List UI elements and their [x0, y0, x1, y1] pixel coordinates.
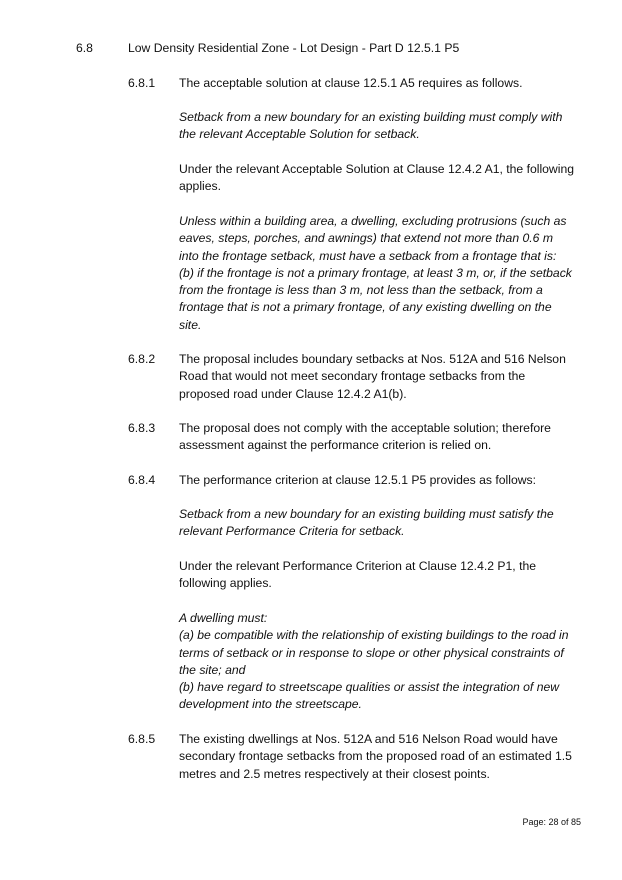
text-line: The existing dwellings at Nos. 512A and 516 Nelson Road would have — [179, 732, 558, 746]
text-line: proposed road under Clause 12.4.2 A1(b). — [179, 386, 407, 401]
page-number: Page: 28 of 85 — [522, 817, 581, 827]
quote-block — [179, 213, 589, 334]
text-line: metres and 2.5 metres respectively at their closest points. — [179, 766, 490, 781]
quote-line: A dwelling must: — [179, 611, 268, 625]
text-line: Road that would not meet secondary frontage setbacks from the — [179, 369, 526, 384]
quote-line: eaves, steps, porches, and awnings) that extend not more than 0.6 m — [179, 231, 553, 246]
intro-block — [179, 558, 589, 593]
quote-line: the site; and — [179, 662, 246, 677]
item-number: 6.8.5 — [128, 732, 156, 746]
intro-block — [179, 161, 589, 196]
intro-line: Under the relevant Acceptable Solution at Clause 12.4.2 A1, the following — [179, 162, 574, 176]
quote-line: relevant Performance Criteria for setback. — [179, 524, 405, 539]
text-line: The proposal includes boundary setbacks at Nos. 512A and 516 Nelson — [179, 352, 566, 366]
quote-line: terms of setback or in response to slope or other physical constraints of — [179, 645, 564, 660]
text-line: secondary frontage setbacks from the proposed road of an estimated 1.5 — [179, 749, 572, 764]
item-text — [179, 351, 589, 403]
quote-line: frontage that is not a primary frontage, of any existing dwelling on the — [179, 300, 552, 315]
item-number: 6.8.1 — [128, 76, 156, 90]
section-title: Low Density Residential Zone - Lot Design - Part D 12.5.1 P5 — [128, 41, 460, 55]
quote-block — [179, 506, 589, 541]
quote-line: (b) have regard to streetscape qualities or assist the integration of new — [179, 680, 560, 695]
intro-line: following applies. — [179, 576, 272, 591]
item-number: 6.8.2 — [128, 352, 156, 366]
quote-line: development into the streetscape. — [179, 697, 362, 712]
item-number: 6.8.4 — [128, 473, 156, 487]
quote-line: from the frontage is less than 3 m, not less than the setback, from a — [179, 283, 543, 298]
item-text — [179, 731, 589, 783]
quote-line: Setback from a new boundary for an existing building must comply with — [179, 110, 563, 124]
item-text: The acceptable solution at clause 12.5.1 A5 requires as follows. — [179, 76, 523, 90]
section-number: 6.8 — [76, 41, 93, 55]
quote-block — [179, 109, 589, 144]
text-line: The proposal does not comply with the acceptable solution; therefore — [179, 421, 551, 435]
item-text — [179, 420, 589, 455]
quote-line: site. — [179, 317, 202, 332]
quote-line: the relevant Acceptable Solution for setback. — [179, 127, 420, 142]
quote-line: Setback from a new boundary for an existing building must satisfy the — [179, 507, 554, 521]
intro-line: Under the relevant Performance Criterion at Clause 12.4.2 P1, the — [179, 559, 537, 573]
quote-line: (b) if the frontage is not a primary frontage, at least 3 m, or, if the setback — [179, 265, 572, 280]
quote-line: Unless within a building area, a dwelling, excluding protrusions (such as — [179, 214, 567, 228]
intro-line: applies. — [179, 179, 222, 194]
quote-line: into the frontage setback, must have a setback from a frontage that is: — [179, 248, 557, 263]
text-line: assessment against the performance criterion is relied on. — [179, 438, 492, 453]
quote-block — [179, 610, 589, 714]
item-text: The performance criterion at clause 12.5.1 P5 provides as follows: — [179, 473, 537, 487]
item-number: 6.8.3 — [128, 421, 156, 435]
quote-line: (a) be compatible with the relationship of existing buildings to the road in — [179, 628, 569, 643]
